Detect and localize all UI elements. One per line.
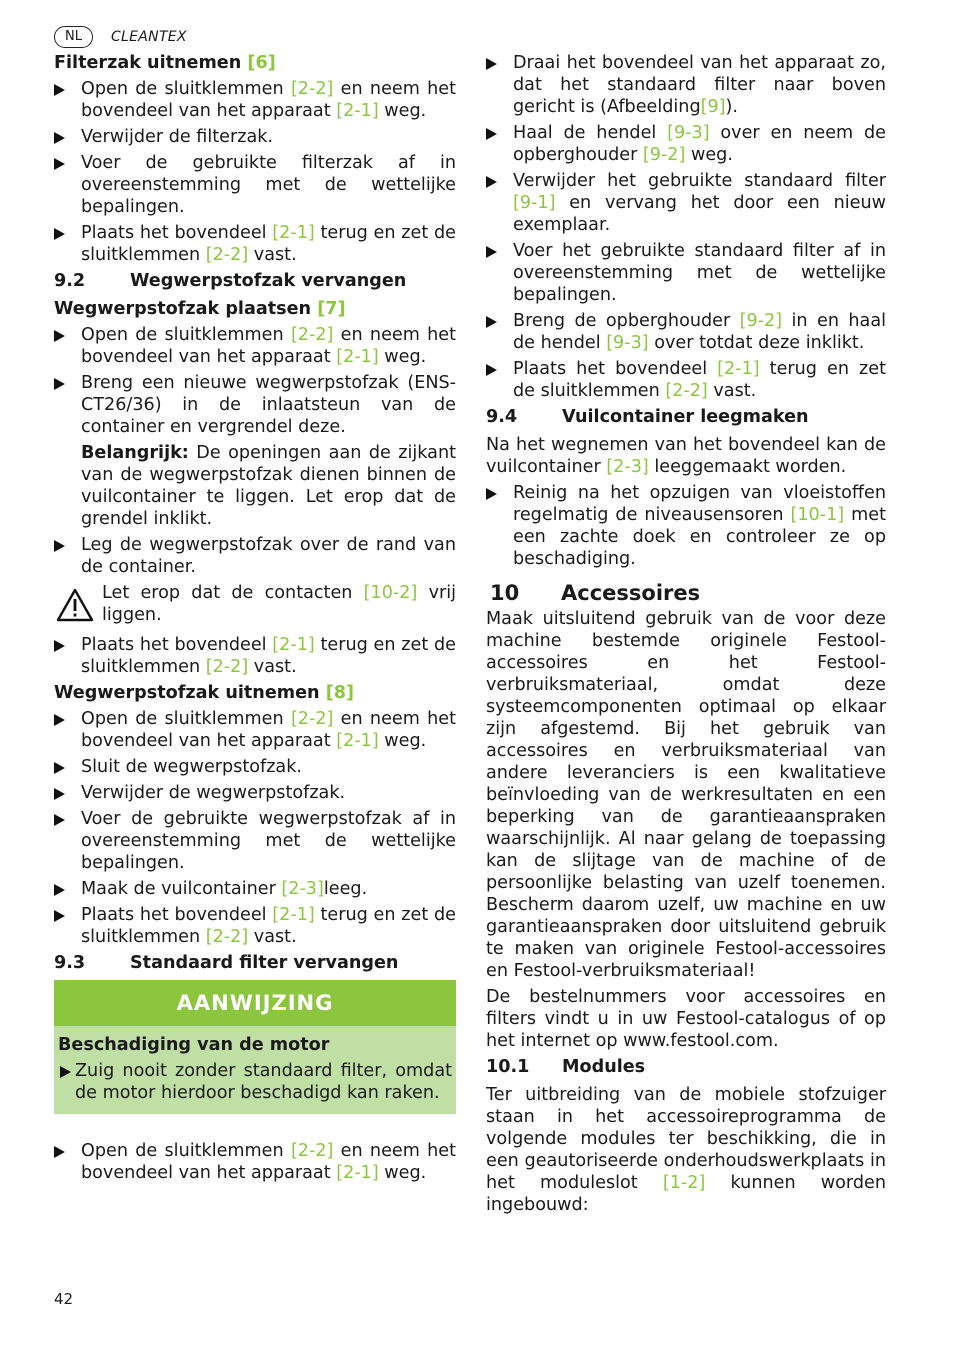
text-run: vast. [248,657,297,677]
figure-reference: [10-1] [790,505,845,525]
text-run: Breng een nieuwe wegwerpstofzak (ENS-CT26/36) in de inlaatsteun van de container en vergrendel deze. [81,373,456,437]
filterzak-steps [54,78,456,266]
list-item [486,358,886,402]
section-9-3-steps-left [54,1140,456,1184]
uitnemen-steps [54,708,456,948]
figure-reference: [9] [700,97,726,117]
list-item [54,152,456,218]
language-badge: NL [54,26,93,48]
figure-reference: [2-1] [272,635,315,655]
figure-reference: [2-1] [336,101,379,121]
filterzak-heading: Filterzak uitnemen [6] [54,53,276,73]
text-run: Haal de hendel [513,123,668,143]
warning-note [54,582,456,630]
text-run: Verwijder de filterzak. [81,127,274,147]
left-column [54,52,456,1188]
list-item [54,904,456,948]
text-run: Open de sluitklemmen [81,325,291,345]
plaatsen-heading: Wegwerpstofzak plaatsen [7] [54,299,346,319]
text-run: kunnen worden ingebouwd: [486,1173,886,1215]
text-run: leeggemaakt worden. [648,457,847,477]
text-run: Maak de vuilcontainer [81,879,282,899]
notice-title: AANWIJZING [54,980,456,1026]
figure-reference: [2-3] [281,879,324,899]
text-run: Open de sluitklemmen [81,79,291,99]
figure-reference: [2-2] [205,927,249,947]
text-run: Plaats het bovendeel [81,635,273,655]
plaatsen-steps-c [54,634,456,678]
section-9-2-heading: 9.2 Wegwerpstofzak vervangen [54,271,407,291]
list-item [54,534,456,578]
text-run: en neem het bovendeel van het apparaat [81,709,456,751]
figure-reference: [9-1] [513,193,556,213]
text-run: Reinig na het opzuigen van vloeistoffen regelmatig de niveausensoren [513,483,886,525]
figure-reference: [10-2] [363,583,418,603]
list-item [486,240,886,306]
text-run: Voer de gebruikte filterzak af in overeenstemming met de wettelijke bepalingen. [81,153,456,217]
figure-reference: [2-2] [290,79,334,99]
figure-reference: [2-2] [665,381,708,401]
figure-reference: [2-1] [272,223,315,243]
figure-reference: [9-3] [667,123,710,143]
text-run: terug en zet de sluitklemmen [513,359,886,401]
text-run: weg. [378,1163,427,1183]
text-run: Plaats het bovendeel [513,359,718,379]
plaatsen-steps-b [54,534,456,578]
section-10-1-heading: 10.1 Modules [486,1057,646,1077]
text-run: Verwijder de wegwerpstofzak. [81,783,346,803]
section-9-3-heading: 9.3 Standaard filter vervangen [54,953,399,973]
list-item [54,708,456,752]
text-run: Draai het bovendeel van het apparaat zo, dat het standaard filter naar boven gericht is (Afbeelding [513,53,886,117]
figure-reference: [2-2] [205,657,249,677]
text-run: met een zachte doek en controleer ze op beschadiging. [513,505,886,569]
list-item [486,482,886,570]
text-run: Plaats het bovendeel [81,905,273,925]
text-run: Ter uitbreiding van de mobiele stofzuiger staan in het accessoireprogramma de volgende modules ter beschikking, die in een geautoriseerde onderhoudswerkplaats in het moduleslot [486,1085,886,1193]
list-item [54,222,456,266]
plaatsen-steps-a [54,324,456,438]
figure-reference: [2-2] [290,1141,334,1161]
text-run: ). [725,97,739,117]
text-run: terug en zet de sluitklemmen [81,223,456,265]
list-item [54,78,456,122]
figure-reference: [9-2] [642,145,686,165]
figure-reference: [2-3] [606,457,649,477]
text-run: Voer het gebruikte standaard filter af in overeenstemming met de wettelijke bepalingen. [513,241,886,305]
text-run: en neem het bovendeel van het apparaat [81,325,456,367]
figure-reference: [1-2] [662,1173,706,1193]
list-item [486,170,886,236]
text-run: weg. [378,101,427,121]
list-item [54,372,456,438]
section-10-heading: 10 Accessoires [490,581,701,605]
list-item [54,756,456,778]
warning-text [102,582,456,626]
important-note: Belangrijk: De openingen aan de zijkant van de wegwerpstofzak dienen binnen de vuilcontainer te liggen. Let erop dat de grendel inklikt. [81,443,456,529]
text-run: Voer de gebruikte wegwerpstofzak af in overeenstemming met de wettelijke bepalingen. [81,809,456,873]
section-10-1-text [486,1084,886,1216]
text-run: leeg. [323,879,368,899]
text-run: weg. [378,347,427,367]
text-run: Sluit de wegwerpstofzak. [81,757,302,777]
section-10-text-2: De bestelnummers voor accessoires en filters vindt u in uw Festool-catalogus of op het internet op www.festool.com. [486,987,886,1051]
text-run: vrij liggen. [102,583,457,625]
text-run: Open de sluitklemmen [81,1141,291,1161]
text-run: Zuig nooit zonder standaard filter, omdat de motor hierdoor beschadigd kan raken. [75,1061,452,1103]
warning-triangle-icon [56,588,94,622]
uitnemen-heading: Wegwerpstofzak uitnemen [8] [54,683,355,703]
text-run: en neem het bovendeel van het apparaat [81,79,456,121]
list-item [54,878,456,900]
text-run: terug en zet de sluitklemmen [81,905,456,947]
figure-reference: [2-1] [717,359,760,379]
list-item [58,1060,452,1104]
list-item [54,634,456,678]
notice-subtitle: Beschadiging van de motor [58,1035,330,1055]
notice-steps [58,1060,452,1104]
text-run: over totdat deze inklikt. [648,333,865,353]
text-run: weg. [685,145,733,165]
text-run: Verwijder het gebruikte standaard filter [513,171,886,191]
figure-reference: [2-1] [336,347,379,367]
figure-reference: [2-2] [290,325,334,345]
text-run: Let erop dat de contacten [102,583,364,603]
list-item [54,808,456,874]
text-run: vast. [248,927,297,947]
list-item [54,324,456,368]
page-header [54,24,187,50]
section-10-text-1: Maak uitsluitend gebruik van de voor deze machine bestemde originele Festool-accessoires en het Festool-verbruiksmateriaal, omdat deze systeemcomponenten optimaal op elkaar zijn afgestemd. Bij het gebruik van accessoires en verbruiksmateriaal van andere leveranciers is een kwalitatieve beïnvloeding van de werkresultaten en een beperking van de garantieaanspraken waarschijnlijk. Al naar gelang de toepassing kan de slijtage van de machine of de persoonlijke belasting van uzelf toenemen. Bescherm daarom uzelf, uw machine en uw garantieaanspraken door uitsluitend gebruik te maken van originele Festool-accessoires en Festool-verbruiksmateriaal! [486,609,886,981]
list-item [54,126,456,148]
section-9-3-steps-right [486,52,886,402]
text-run: Breng de opberghouder [513,311,740,331]
figure-reference: [2-2] [205,245,249,265]
text-run: over en neem de opberghouder [513,123,886,165]
figure-reference: [9-2] [739,311,783,331]
page-number: 42 [54,1290,74,1308]
figure-reference: [9-3] [606,333,649,353]
notice-box [54,980,456,1114]
figure-reference: [2-1] [336,1163,379,1183]
text-run: in en haal de hendel [513,311,886,353]
list-item [54,1140,456,1184]
section-9-4-steps [486,482,886,570]
right-column [486,52,886,1220]
text-run: en vervang het door een nieuw exemplaar. [513,193,886,235]
list-item [54,782,456,804]
text-run: vast. [707,381,757,401]
text-run: en neem het bovendeel van het apparaat [81,1141,456,1183]
section-9-4-text [486,434,886,478]
text-run: Leg de wegwerpstofzak over de rand van de container. [81,535,456,577]
text-run: terug en zet de sluitklemmen [81,635,456,677]
text-run: vast. [248,245,297,265]
figure-reference: [2-1] [272,905,315,925]
text-run: weg. [378,731,427,751]
list-item [486,310,886,354]
section-9-4-heading: 9.4 Vuilcontainer leegmaken [486,407,809,427]
figure-reference: [2-1] [336,731,379,751]
text-run: Plaats het bovendeel [81,223,273,243]
text-run: Na het wegnemen van het bovendeel kan de vuilcontainer [486,435,886,477]
product-name: CLEANTEX [110,29,187,45]
text-run: Open de sluitklemmen [81,709,291,729]
figure-reference: [2-2] [290,709,334,729]
list-item [486,122,886,166]
list-item [486,52,886,118]
